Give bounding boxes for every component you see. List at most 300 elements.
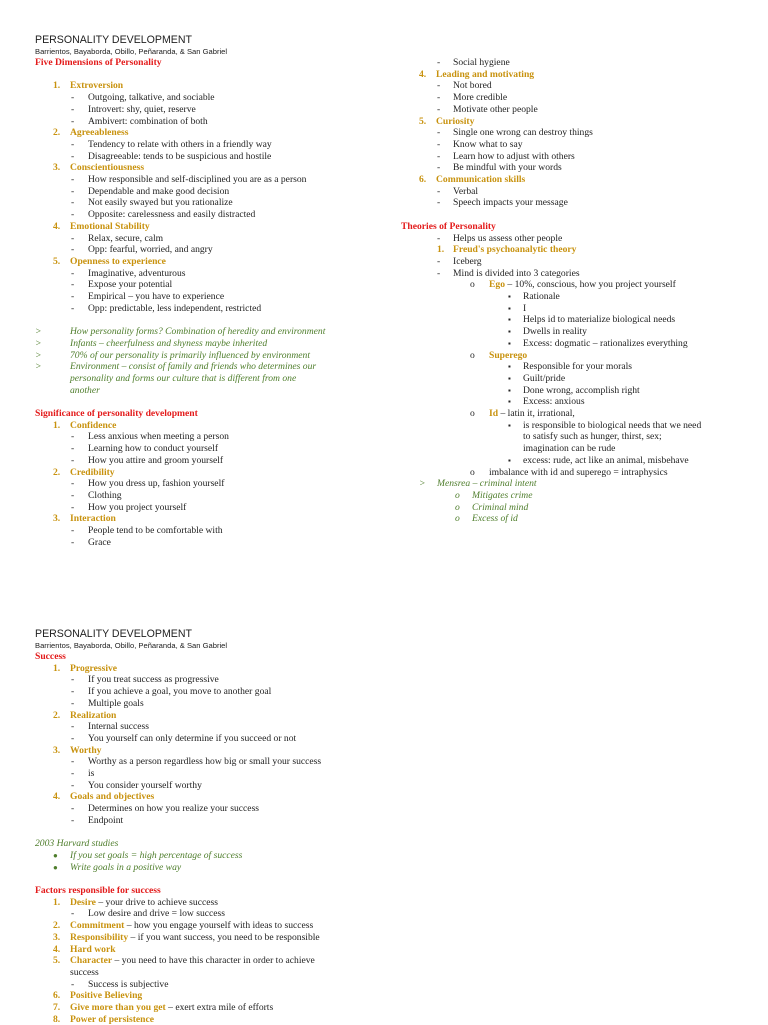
item-text: More credible (453, 92, 508, 104)
item-number: 3. (53, 931, 61, 943)
item-text: – you need to have this character in order to achieve (112, 955, 315, 967)
factor-item (35, 944, 395, 956)
item-text: Disagreeable: tends to be suspicious and hostile (88, 150, 272, 162)
list-item (35, 733, 395, 745)
significance-list (35, 420, 375, 549)
item-title: Positive Believing (70, 990, 143, 1002)
item-text: Opposite: carelessness and easily distracted (88, 209, 256, 221)
list-item (401, 373, 751, 385)
item-text: Worthy as a person regardless how big or small your success (88, 756, 322, 768)
item-text: Empirical – you have to experience (88, 291, 225, 303)
item-text: Excess of id (472, 513, 518, 525)
list-marker: - (71, 803, 75, 815)
item-text: personality and forms our culture that is different from one (70, 372, 297, 384)
item-title: Realization (70, 709, 117, 721)
list-item (401, 303, 751, 315)
list-marker: - (71, 185, 75, 197)
list-marker: ▪ (508, 385, 511, 395)
list-marker: - (437, 185, 441, 197)
item-number: 5. (419, 115, 427, 127)
item-text: Grace (88, 536, 111, 548)
page2-column (35, 628, 395, 1025)
list-marker: - (437, 103, 441, 115)
factors-heading: Factors responsible for success (35, 885, 161, 897)
skills-list (401, 69, 751, 209)
ego-item: o Ego – 10%, conscious, how you project yourself (470, 279, 676, 291)
item-text: Imaginative, adventurous (88, 267, 186, 279)
factor-item (35, 1002, 395, 1014)
list-item (401, 80, 751, 92)
list-marker: ▪ (508, 397, 511, 407)
item-title: Give more than you get (70, 1002, 166, 1014)
item-text: Expose your potential (88, 279, 173, 291)
item-title: Confidence (70, 419, 117, 431)
numbered-heading (401, 174, 751, 186)
item-number: 1. (53, 80, 61, 92)
list-marker: ▪ (508, 455, 511, 465)
success-heading: Success (35, 651, 66, 662)
list-item (401, 361, 751, 373)
numbered-heading (35, 420, 375, 432)
item-title: Openness to experience (70, 255, 166, 267)
list-item (401, 186, 751, 198)
item-number: 3. (53, 162, 61, 174)
list-item (401, 338, 751, 350)
list-marker: ▪ (508, 292, 511, 302)
item-text: – your drive to achieve success (95, 896, 218, 908)
item-text: How you project yourself (88, 501, 187, 513)
list-item (401, 151, 751, 163)
note-item (35, 361, 375, 373)
list-marker: ▪ (508, 327, 511, 337)
list-item (401, 326, 751, 338)
item-text: – exert extra mile of efforts (165, 1002, 274, 1014)
list-item (35, 443, 375, 455)
item-text: 70% of our personality is primarily influenced by environment (70, 349, 310, 361)
list-marker: - (71, 525, 75, 537)
list-item (35, 768, 395, 780)
factor-item (35, 955, 395, 967)
item-title: Credibility (70, 466, 115, 478)
list-marker: - (71, 674, 75, 686)
list-marker: > (35, 349, 42, 361)
list-marker: - (71, 768, 75, 780)
list-item (401, 420, 751, 432)
list-item (401, 139, 751, 151)
note-item (35, 385, 375, 397)
page1-authors: Barrientos, Bayaborda, Obillo, Peñaranda, & San Gabriel (35, 47, 228, 56)
list-item (35, 186, 375, 198)
list-marker: - (71, 756, 75, 768)
list-marker: > (35, 361, 42, 373)
factor-item (35, 990, 395, 1002)
item-text: Excess: dogmatic – rationalizes everything (523, 337, 688, 349)
item-text: Determines on how you realize your success (88, 803, 260, 815)
item-text: You yourself can only determine if you succeed or not (88, 732, 297, 744)
item-title: Emotional Stability (70, 220, 150, 232)
item-text: Clothing (88, 489, 122, 501)
item-text: How responsible and self-disciplined you are as a person (88, 174, 307, 186)
item-text: I (523, 302, 527, 314)
item-text: success (70, 966, 99, 978)
numbered-heading (35, 710, 395, 722)
item-text: Relax, secure, calm (88, 232, 164, 244)
item-text: How you dress up, fashion yourself (88, 478, 225, 490)
harvard-heading: 2003 Harvard studies (35, 838, 119, 850)
item-text: Introvert: shy, quiet, reserve (88, 103, 196, 115)
list-marker: > (35, 337, 42, 349)
item-text: How personality forms? Combination of heredity and environment (70, 326, 326, 338)
item-text: is (88, 768, 95, 780)
item-text: Verbal (453, 185, 479, 197)
list-marker: - (71, 697, 75, 709)
list-marker: ● (53, 862, 58, 872)
item-text: Be mindful with your words (453, 162, 562, 174)
list-item (35, 721, 395, 733)
list-marker: - (71, 501, 75, 513)
list-marker: - (71, 443, 75, 455)
superego-item: o Superego (470, 349, 528, 361)
list-item: - Mind is divided into 3 categories (437, 267, 580, 279)
item-text: excess: rude, act like an animal, misbehave (523, 454, 689, 466)
item-title: Conscientiousness (70, 162, 145, 174)
list-item (35, 979, 395, 991)
item-number: 3. (53, 744, 61, 756)
item-text: Excess: anxious (523, 396, 585, 408)
item-text: Social hygiene (453, 57, 510, 68)
mensrea-note: > Mensrea – criminal intent (419, 478, 537, 490)
mensrea-sublist (401, 490, 751, 525)
item-number: 4. (53, 943, 61, 955)
list-marker: - (71, 115, 75, 127)
list-marker: - (437, 92, 441, 104)
superego-sublist (401, 361, 751, 408)
list-item (401, 127, 751, 139)
list-item (35, 803, 395, 815)
item-text: – if you want success, you need to be responsible (128, 931, 320, 943)
item-text: Internal success (88, 721, 150, 733)
item-text: Criminal mind (472, 501, 529, 513)
id-sublist (401, 420, 751, 467)
list-item (35, 686, 395, 698)
list-item (35, 490, 375, 502)
item-title: Commitment (70, 920, 125, 932)
item-text: Learning how to conduct yourself (88, 443, 219, 455)
list-item (35, 674, 395, 686)
item-text: Not bored (453, 80, 492, 92)
list-marker: - (71, 686, 75, 698)
theories-heading: Theories of Personality (401, 220, 496, 232)
list-item (401, 443, 751, 455)
item-title: Curiosity (436, 115, 475, 127)
list-marker: - (71, 536, 75, 548)
list-item (401, 291, 751, 303)
factor-item (35, 1014, 395, 1025)
list-marker: o (455, 513, 460, 525)
list-item (35, 279, 375, 291)
list-item (401, 431, 751, 443)
item-text: If you set goals = high percentage of success (70, 849, 243, 861)
ego-sublist (401, 291, 751, 350)
item-number: 2. (53, 920, 61, 932)
list-marker: ▪ (508, 373, 511, 383)
list-item (35, 698, 395, 710)
freud-theory-item: 1. Freud's psychoanalytic theory (437, 244, 577, 256)
item-text: Opp: fearful, worried, and angry (88, 244, 213, 256)
item-title: Power of persistence (70, 1013, 155, 1025)
list-item (35, 291, 375, 303)
list-item (35, 268, 375, 280)
item-title: Hard work (70, 943, 116, 955)
dimensions-list (35, 80, 375, 314)
list-marker: - (71, 978, 75, 990)
item-title: Character (70, 955, 113, 967)
item-number: 4. (53, 220, 61, 232)
item-text: another (70, 384, 100, 396)
list-marker: - (71, 478, 75, 490)
item-number: 7. (53, 1002, 61, 1014)
item-text: Low desire and drive = low success (88, 908, 226, 920)
list-item (401, 197, 751, 209)
item-text: People tend to be comfortable with (88, 525, 223, 537)
list-item (35, 431, 375, 443)
item-text: Ambivert: combination of both (88, 115, 208, 127)
list-marker: - (71, 489, 75, 501)
item-text: – how you engage yourself with ideas to success (124, 920, 314, 932)
list-marker: - (71, 732, 75, 744)
list-marker: ▪ (508, 303, 511, 313)
item-title: Interaction (70, 513, 116, 525)
item-text: Mitigates crime (472, 490, 533, 501)
item-number: 2. (53, 127, 61, 139)
list-marker: ▪ (508, 338, 511, 348)
list-item (35, 116, 375, 128)
note-item (35, 338, 375, 350)
item-text: is responsible to biological needs that we need (523, 419, 702, 431)
item-text: Success is subjective (88, 978, 169, 990)
item-text: Know what to say (453, 138, 523, 150)
list-marker: ● (53, 850, 58, 860)
item-text: Tendency to relate with others in a friendly way (88, 138, 272, 150)
list-marker: - (437, 197, 441, 209)
page1-title: PERSONALITY DEVELOPMENT (35, 34, 192, 46)
list-marker: ▪ (508, 315, 511, 325)
item-text: Infants – cheerfulness and shyness maybe inherited (70, 337, 268, 349)
list-marker: - (71, 291, 75, 303)
numbered-heading (35, 127, 375, 139)
list-item (35, 862, 395, 874)
item-text: Dwells in reality (523, 326, 587, 338)
item-title: Worthy (70, 744, 102, 756)
list-marker: - (437, 127, 441, 139)
note-item (35, 373, 375, 385)
item-number: 5. (53, 255, 61, 267)
numbered-heading (35, 791, 395, 803)
list-marker: ▪ (508, 362, 511, 372)
list-marker: - (71, 431, 75, 443)
id-item: o Id – latin it, irrational, (470, 408, 575, 420)
list-marker: - (71, 721, 75, 733)
item-title: Goals and objectives (70, 791, 155, 803)
list-item (35, 209, 375, 221)
list-item (35, 525, 375, 537)
list-marker: - (71, 454, 75, 466)
item-number: 4. (53, 791, 61, 803)
numbered-heading (35, 221, 375, 233)
list-marker: - (437, 162, 441, 174)
list-item (401, 92, 751, 104)
item-text: Less anxious when meeting a person (88, 431, 229, 443)
list-marker: - (71, 232, 75, 244)
list-marker: - (437, 138, 441, 150)
list-item (401, 490, 751, 502)
item-number: 3. (53, 513, 61, 525)
list-marker: - (71, 92, 75, 104)
list-marker: - (71, 267, 75, 279)
item-title: Extroversion (70, 80, 124, 92)
item-text: Learn how to adjust with others (453, 150, 575, 162)
numbered-heading (35, 513, 375, 525)
page1-right-column (401, 57, 751, 525)
list-marker: - (71, 244, 75, 256)
list-item (35, 139, 375, 151)
list-item (401, 104, 751, 116)
five-dimensions-heading: Five Dimensions of Personality (35, 57, 162, 68)
item-number: 1. (53, 662, 61, 674)
list-marker: - (71, 197, 75, 209)
item-number: 6. (419, 174, 427, 186)
list-item: - Helps us assess other people (437, 232, 563, 244)
list-marker: - (71, 908, 75, 920)
list-item (35, 756, 395, 768)
factor-item (35, 920, 395, 932)
list-item (35, 908, 395, 920)
item-title: Leading and motivating (436, 68, 535, 80)
list-item (35, 174, 375, 186)
item-title: Agreeableness (70, 127, 129, 139)
list-marker: - (71, 103, 75, 115)
item-number: 2. (53, 466, 61, 478)
list-marker: - (71, 138, 75, 150)
list-marker: - (437, 80, 441, 92)
note-item (35, 350, 375, 362)
item-number: 4. (419, 68, 427, 80)
item-number: 8. (53, 1013, 61, 1025)
list-item (401, 502, 751, 514)
list-item (35, 151, 375, 163)
list-item (35, 850, 395, 862)
list-item (35, 967, 395, 979)
list-item (35, 455, 375, 467)
numbered-heading (35, 162, 375, 174)
list-item (401, 314, 751, 326)
item-text: Opp: predictable, less independent, restricted (88, 302, 262, 314)
item-title: Progressive (70, 662, 118, 674)
list-item (35, 104, 375, 116)
list-item (35, 815, 395, 827)
item-text: Helps id to materialize biological needs (523, 314, 676, 326)
item-text: If you treat success as progressive (88, 674, 219, 686)
item-text: How you attire and groom yourself (88, 454, 224, 466)
list-item (401, 162, 751, 174)
item-number: 1. (53, 419, 61, 431)
list-item (35, 502, 375, 514)
item-title: Desire (70, 896, 96, 908)
list-item (401, 455, 751, 467)
list-item (35, 303, 375, 315)
significance-heading: Significance of personality development (35, 408, 198, 420)
list-marker: - (71, 302, 75, 314)
note-item (35, 326, 375, 338)
list-marker: - (71, 279, 75, 291)
list-item (35, 197, 375, 209)
list-marker: > (35, 326, 42, 338)
item-text: Environment – consist of family and friends who determines our (70, 361, 317, 373)
item-text: Single one wrong can destroy things (453, 127, 593, 139)
item-number: 1. (53, 896, 61, 908)
page1-left-column (35, 34, 375, 548)
item-text: Responsible for your morals (523, 361, 632, 373)
list-marker: - (71, 779, 75, 791)
item-text: Outgoing, talkative, and sociable (88, 92, 215, 104)
list-item (401, 396, 751, 408)
factors-list (35, 897, 395, 1025)
item-text: Write goals in a positive way (70, 861, 182, 873)
item-text: Done wrong, accomplish right (523, 384, 640, 396)
item-text: You consider yourself worthy (88, 779, 202, 791)
list-marker: o (455, 490, 460, 501)
item-text: to satisfy such as hunger, thirst, sex; (523, 431, 662, 443)
item-text: imagination can be rude (523, 443, 616, 455)
list-item (35, 233, 375, 245)
numbered-heading (35, 467, 375, 479)
numbered-heading (35, 745, 395, 757)
list-item (35, 537, 375, 549)
list-item: - Social hygiene (437, 57, 510, 68)
list-item (401, 513, 751, 525)
list-marker: o (455, 501, 460, 513)
item-text: Not easily swayed but you rationalize (88, 197, 233, 209)
numbered-heading (35, 256, 375, 268)
numbered-heading (401, 69, 751, 81)
success-list (35, 663, 395, 827)
list-marker: - (437, 150, 441, 162)
item-text: Endpoint (88, 814, 124, 826)
item-number: 2. (53, 709, 61, 721)
item-text: Multiple goals (88, 697, 144, 709)
numbered-heading (35, 80, 375, 92)
list-item (35, 92, 375, 104)
factor-item (35, 897, 395, 909)
list-marker: - (71, 209, 75, 221)
item-title: Communication skills (436, 174, 526, 186)
factor-item (35, 932, 395, 944)
imbalance-item: o imbalance with id and superego = intraphysics (470, 466, 668, 478)
numbered-heading (401, 116, 751, 128)
item-text: Guilt/pride (523, 372, 566, 384)
item-text: Rationale (523, 291, 560, 303)
list-item (35, 244, 375, 256)
item-number: 6. (53, 990, 61, 1002)
harvard-list (35, 850, 395, 873)
item-text: Speech impacts your message (453, 197, 568, 209)
item-number: 5. (53, 955, 61, 967)
item-title: Responsibility (70, 931, 129, 943)
list-marker: ▪ (508, 420, 511, 430)
list-item (35, 780, 395, 792)
item-text: Dependable and make good decision (88, 185, 230, 197)
item-text: If you achieve a goal, you move to another goal (88, 686, 272, 698)
